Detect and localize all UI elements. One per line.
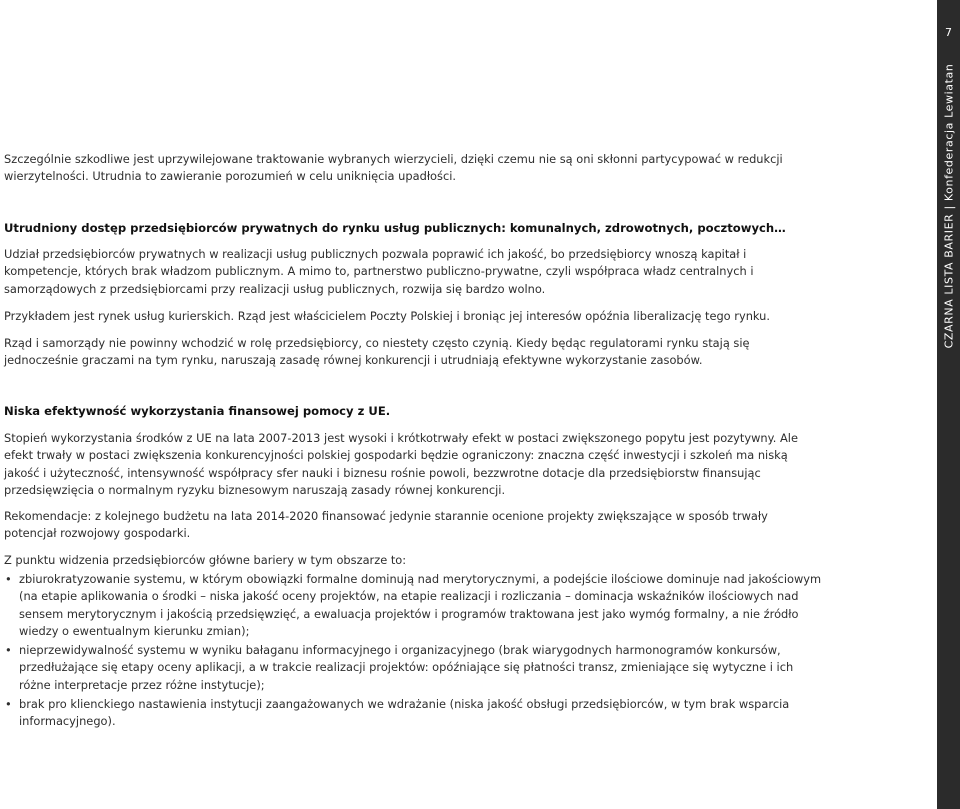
sidebar-vertical-title: CZARNA LISTA BARIER | Konfederacja Lewiatan [942, 63, 955, 349]
list-item-text: nieprzewidywalność systemu w wyniku bałaganu informacyjnego i organizacyjnego (brak wiarygodnych harmonogramów konkursów, przedłużające się etapy oceny aplikacji, a w trakcie realizacji projektów: opóźniające się płatności transz, zmieniające się wytyczne i ich różne interpretacje przez różne instytucje); [19, 643, 794, 692]
intro-paragraph: Szczególnie szkodliwe jest uprzywilejowane traktowanie wybranych wierzycieli, dzięki czemu nie są oni skłonni partycypować w redukcji wierzytelności. Utrudnia to zawieranie porozumień w celu uniknięcia upadłości. [4, 152, 783, 184]
paragraph-eu-funds-usage: Stopień wykorzystania środków z UE na lata 2007-2013 jest wysoki i krótkotrwały efekt w postaci zwiększonego popytu jest pozytywny. Ale efekt trwały w postaci zwiększenia konkurencyjności polskiej gospodarki będzie ograniczony: znaczna część inwestycji i szkoleń ma niską jakość i użyteczność, intensywność współpracy sfer nauki i biznesu rośnie powoli, bezzwrotne dotacje dla przedsiębiorstw finansując przedsięwzięcia o normalnym ryzyku biznesowym naruszają zasady równej konkurencji. [4, 431, 798, 497]
page-number: 7 [945, 26, 952, 39]
list-item-text: brak pro klienckiego nastawienia instytucji zaangażowanych we wdrażanie (niska jakość obsługi przedsiębiorców, w tym brak wsparcia informacyjnego). [19, 697, 790, 729]
paragraph-public-private-partnership: Udział przedsiębiorców prywatnych w realizacji usług publicznych pozwala poprawić ich jakość, bo przedsiębiorcy wnoszą kapitał i kompetencje, których brak władzom publicznym. A mimo to, partnerstwo publiczno-prywatne, czyli współpraca władz centralnych i samorządowych z przedsiębiorcami przy realizacji usług publicznych, rozwija się bardzo wolno. [4, 247, 754, 296]
bullet-icon: • [5, 643, 12, 658]
bullet-icon: • [5, 697, 12, 712]
right-sidebar [937, 0, 960, 809]
section-heading-public-services: Utrudniony dostęp przedsiębiorców prywatnych do rynku usług publicznych: komunalnych, zdrowotnych, pocztowych… [4, 221, 786, 235]
list-item [4, 696, 824, 731]
paragraph-government-role: Rząd i samorządy nie powinny wchodzić w rolę przedsiębiorcy, co niestety często czynią. Kiedy będąc regulatorami rynku stają się jednocześnie graczami na tym rynku, naruszają zasadę równej konkurencji i utrudniają efektywne wykorzystanie zasobów. [4, 336, 750, 368]
paragraph-courier-market: Przykładem jest rynek usług kurierskich. Rząd jest właścicielem Poczty Polskiej i broniąc jej interesów opóźnia liberalizację tego rynku. [4, 309, 771, 323]
paragraph-barriers-intro: Z punktu widzenia przedsiębiorców główne bariery w tym obszarze to: [4, 553, 407, 567]
section-heading-eu-funds: Niska efektywność wykorzystania finansowej pomocy z UE. [4, 404, 391, 418]
list-item-text: zbiurokratyzowanie systemu, w którym obowiązki formalne dominują nad merytorycznymi, a podejście ilościowe dominuje nad jakościowym (na etapie aplikowania o środki – niska jakość oceny projektów, na etapie realizacji i rozliczania – dominacja wskaźników ilościowych nad sensem merytorycznym i jakością przedsięwzięć, a ewaluacja projektów i programów traktowana jest jako wymóg formalny, a nie źródło wiedzy o ewentualnym kierunku zmian); [19, 572, 822, 638]
bullet-icon: • [5, 572, 12, 586]
list-item [4, 642, 824, 694]
paragraph-recommendations: Rekomendacje: z kolejnego budżetu na lata 2014-2020 finansować jedynie starannie ocenione projekty zwiększające w sposób trwały potencjał rozwojowy gospodarki. [4, 509, 768, 541]
barriers-list [4, 571, 824, 733]
list-item [4, 571, 824, 640]
